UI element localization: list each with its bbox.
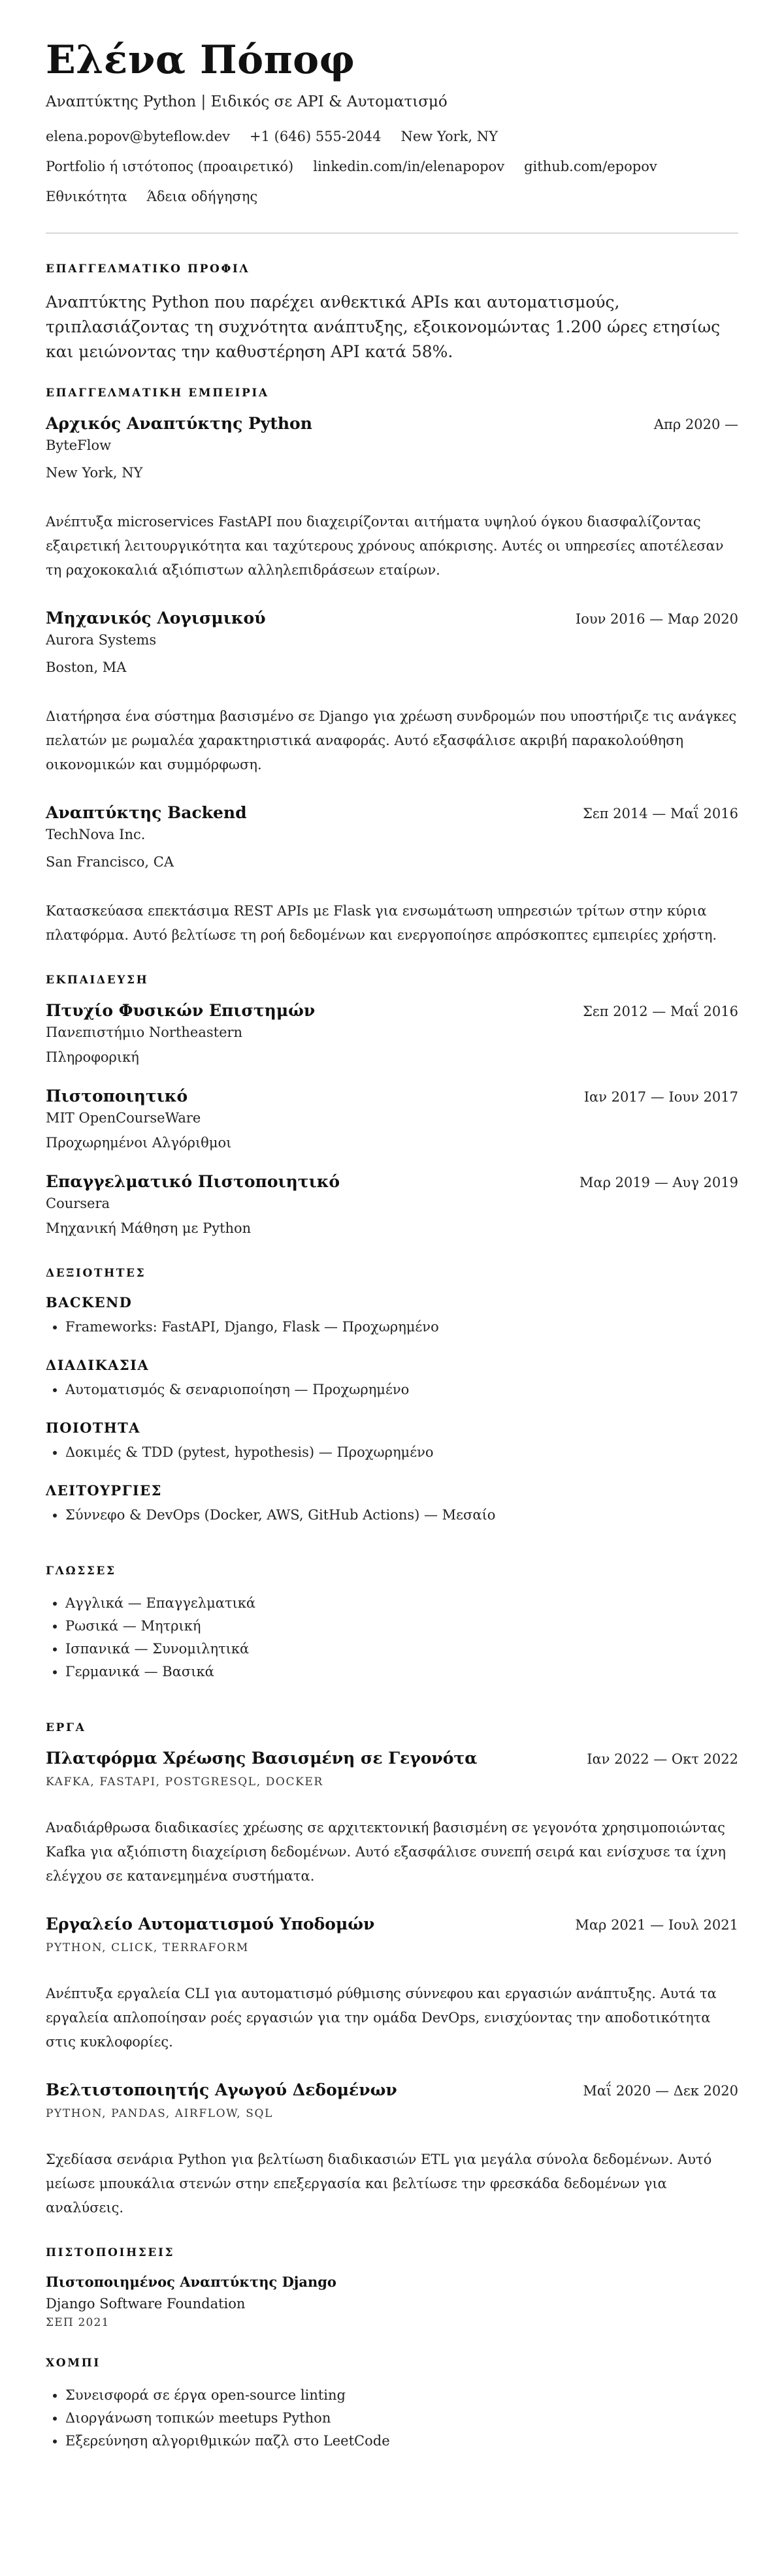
project-description: Ανέπτυξα εργαλεία CLI για αυτοματισμό ρύθμισης σύννεφου και εργασιών ανάπτυξης. Αυτά τα εργαλεία απλοποίησαν ροές εργασιών για την ομάδα DevOps, ενισχύοντας την αποδοτικότητα στις κυκλοφορίες. xyxy=(46,1986,717,2050)
summary-section xyxy=(46,262,738,364)
degree-title: Επαγγελματικό Πιστοποιητικό xyxy=(46,1172,340,1191)
skill-item: • Frameworks: FastAPI, Django, Flask — Προχωρημένο xyxy=(65,1316,738,1339)
contact-row xyxy=(46,127,738,146)
skill-item: • Σύννεφο & DevOps (Docker, AWS, GitHub Actions) — Μεσαίο xyxy=(65,1504,738,1527)
language-item: • Γερμανικά — Βασικά xyxy=(65,1661,738,1683)
project-tech-stack: PYTHON, PANDAS, AIRFLOW, SQL xyxy=(46,2107,273,2120)
education-dates: Σεπ 2012 — Μαΐ 2016 xyxy=(582,1004,738,1019)
degree-title: Πτυχίο Φυσικών Επιστημών xyxy=(46,1001,316,1020)
education-entry xyxy=(46,1172,738,1238)
job-dates: Απρ 2020 — xyxy=(653,417,738,432)
job-description: Διατήρησα ένα σύστημα βασισμένο σε Django για χρέωση συνδρομών που υποστήριζε τις ανάγκες πελατών με ρωμαλέα χαρακτηριστικά αναφοράς. Αυτό εξασφάλισε ακριβή παρακολούθηση οικονομικών και συμμόρφωση. xyxy=(46,708,737,772)
language-item: • Ρωσικά — Μητρική xyxy=(65,1615,738,1638)
phone-link[interactable]: +1 (646) 555-2044 xyxy=(250,129,382,144)
section-title: ΕΚΠΑΙΔΕΥΣΗ xyxy=(46,974,149,987)
language-item: • Ισπανικά — Συνομιλητικά xyxy=(65,1638,738,1661)
certification-date: ΣΕΠ 2021 xyxy=(46,2316,110,2329)
education-dates: Μαρ 2019 — Αυγ 2019 xyxy=(579,1175,738,1190)
project-description: Αναδιάρθρωσα διαδικασίες χρέωσης σε αρχιτεκτονική βασισμένη σε γεγονότα χρησιμοποιώντας Kafka για αξιόπιστη διαχείριση δεδομένων. Αυτό εξασφάλισε συνεπή σειρά και ενίσχυσε τα ίχνη ελέγχου σε κατανεμημένα συστήματα. xyxy=(46,1820,727,1884)
experience-entry xyxy=(46,609,738,777)
skill-list xyxy=(46,1504,738,1527)
section-title: ΕΡΓΑ xyxy=(46,1721,86,1734)
project-description: Σχεδίασα σενάρια Python για βελτίωση διαδικασιών ETL για μεγάλα σύνολα δεδομένων. Αυτό μείωσε μπουκάλια στενών στην επεξεργασία και βελτίωσε την φρεσκάδα δεδομένων για αναλύσεις. xyxy=(46,2152,712,2216)
skill-category: ΔΙΑΔΙΚΑΣΙΑ xyxy=(46,1357,150,1373)
language-item: • Αγγλικά — Επαγγελματικά xyxy=(65,1592,738,1615)
email-link[interactable]: elena.popov@byteflow.dev xyxy=(46,129,231,144)
project-tech-stack: PYTHON, CLICK, TERRAFORM xyxy=(46,1941,249,1954)
skill-category: ΛΕΙΤΟΥΡΓΙΕΣ xyxy=(46,1482,162,1499)
project-title: Βελτιστοποιητής Αγωγού Δεδομένων xyxy=(46,2080,397,2099)
education-dates: Ιαν 2017 — Ιουν 2017 xyxy=(583,1089,738,1105)
hobby-item: • Εξερεύνηση αλγοριθμικών παζλ στο LeetCode xyxy=(65,2430,738,2453)
certification-issuer: Django Software Foundation xyxy=(46,2296,246,2312)
job-location: San Francisco, CA xyxy=(46,854,174,870)
job-description: Κατασκεύασα επεκτάσιμα REST APIs με Flask για ενσωμάτωση υπηρεσιών τρίτων στην κύρια πλατφόρμα. Αυτό βελτίωσε τη ροή δεδομένων και ενεργοποίησε απρόσκοπτες εμπειρίες χρήστη. xyxy=(46,903,717,943)
driving-license-text: Άδεια οδήγησης xyxy=(146,189,258,204)
skill-list xyxy=(46,1378,738,1401)
job-location: New York, NY xyxy=(46,465,143,481)
section-title: ΓΛΩΣΣΕΣ xyxy=(46,1565,116,1578)
section-title: ΕΠΑΓΓΕΛΜΑΤΙΚΗ ΕΜΠΕΙΡΙΑ xyxy=(46,387,269,400)
section-title: ΧΟΜΠΙ xyxy=(46,2357,101,2370)
project-entry xyxy=(46,2080,738,2220)
summary-text: Αναπτύκτης Python που παρέχει ανθεκτικά APIs και αυτοματισμούς, τριπλασιάζοντας τη συχνότητα ανάπτυξης, εξοικονομώντας 1.200 ώρες ετησίως και μειώνοντας την καθυστέρηση API κατά 58%. xyxy=(46,293,721,361)
hobby-item: • Διοργάνωση τοπικών meetups Python xyxy=(65,2407,738,2430)
skill-category: BACKEND xyxy=(46,1294,133,1311)
education-section xyxy=(46,974,738,1238)
skill-item: • Αυτοματισμός & σεναριοποίηση — Προχωρημένο xyxy=(65,1378,738,1401)
experience-entry xyxy=(46,414,738,582)
project-entry xyxy=(46,1915,738,2054)
experience-section xyxy=(46,387,738,947)
skills-section xyxy=(46,1267,738,1527)
institution-name: Coursera xyxy=(46,1196,110,1211)
job-title: Μηχανικός Λογισμικού xyxy=(46,609,266,628)
headline: Αναπτύκτης Python | Ειδικός σε API & Αυτοματισμό xyxy=(46,93,448,110)
project-tech-stack: KAFKA, FASTAPI, POSTGRESQL, DOCKER xyxy=(46,1775,323,1789)
job-dates: Ιουν 2016 — Μαρ 2020 xyxy=(575,611,738,627)
institution-name: Πανεπιστήμιο Northeastern xyxy=(46,1025,243,1040)
nationality-text: Εθνικότητα xyxy=(46,189,127,204)
section-title: ΠΙΣΤΟΠΟΙΗΣΕΙΣ xyxy=(46,2246,175,2259)
certification-entry xyxy=(46,2274,738,2329)
experience-entry xyxy=(46,803,738,947)
hobbies-section xyxy=(46,2357,738,2453)
company-name: ByteFlow xyxy=(46,437,112,453)
certification-name: Πιστοποιημένος Αναπτύκτης Django xyxy=(46,2274,336,2290)
project-dates: Μαρ 2021 — Ιουλ 2021 xyxy=(575,1917,738,1933)
study-field: Προχωρημένοι Αλγόριθμοι xyxy=(46,1135,232,1151)
github-link[interactable]: github.com/epopov xyxy=(524,159,657,174)
skill-list xyxy=(46,1441,738,1464)
hobby-list xyxy=(46,2384,738,2453)
institution-name: MIT OpenCourseWare xyxy=(46,1110,201,1126)
section-title: ΕΠΑΓΓΕΛΜΑΤΙΚΟ ΠΡΟΦΙΛ xyxy=(46,262,250,276)
section-title: ΔΕΞΙΟΤΗΤΕΣ xyxy=(46,1267,146,1280)
languages-section xyxy=(46,1565,738,1683)
company-name: TechNova Inc. xyxy=(46,827,146,842)
job-title: Αρχικός Αναπτύκτης Python xyxy=(46,414,312,433)
hobby-item: • Συνεισφορά σε έργα open-source linting xyxy=(65,2384,738,2407)
location-text: New York, NY xyxy=(400,129,498,144)
study-field: Μηχανική Μάθηση με Python xyxy=(46,1220,252,1236)
portfolio-link[interactable]: Portfolio ή ιστότοπος (προαιρετικό) xyxy=(46,159,294,174)
project-entry xyxy=(46,1749,738,1888)
project-title: Πλατφόρμα Χρέωσης Βασισμένη σε Γεγονότα xyxy=(46,1749,478,1768)
skill-category: ΠΟΙΟΤΗΤΑ xyxy=(46,1420,140,1436)
job-description: Ανέπτυξα microservices FastAPI που διαχειρίζονται αιτήματα υψηλού όγκου διασφαλίζοντας εξαιρετική λειτουργικότητα και ταχύτερους χρόνους απόκρισης. Αυτές οι υπηρεσίες αποτέλεσαν τη ραχοκοκαλιά αξιόπιστων αλληλεπιδράσεων εταίρων. xyxy=(46,514,724,578)
linkedin-link[interactable]: linkedin.com/in/elenapopov xyxy=(313,159,505,174)
job-location: Boston, MA xyxy=(46,660,127,675)
language-list xyxy=(46,1592,738,1683)
job-title: Αναπτύκτης Backend xyxy=(46,803,247,822)
degree-title: Πιστοποιητικό xyxy=(46,1087,188,1105)
job-dates: Σεπ 2014 — Μαΐ 2016 xyxy=(582,806,738,821)
projects-section xyxy=(46,1721,738,2220)
project-dates: Ιαν 2022 — Οκτ 2022 xyxy=(587,1751,738,1767)
study-field: Πληροφορική xyxy=(46,1049,139,1065)
project-title: Εργαλείο Αυτοματισμού Υποδομών xyxy=(46,1915,375,1933)
header-divider xyxy=(46,232,738,234)
education-entry xyxy=(46,1087,738,1153)
links-row xyxy=(46,157,738,176)
education-entry xyxy=(46,1001,738,1067)
personal-details-row xyxy=(46,187,738,206)
resume-header xyxy=(46,37,738,206)
skill-list xyxy=(46,1316,738,1339)
person-name: Ελένα Πόποφ xyxy=(46,37,355,83)
company-name: Aurora Systems xyxy=(46,632,157,648)
skill-item: • Δοκιμές & TDD (pytest, hypothesis) — Προχωρημένο xyxy=(65,1441,738,1464)
certifications-section xyxy=(46,2246,738,2329)
project-dates: Μαΐ 2020 — Δεκ 2020 xyxy=(583,2083,738,2099)
